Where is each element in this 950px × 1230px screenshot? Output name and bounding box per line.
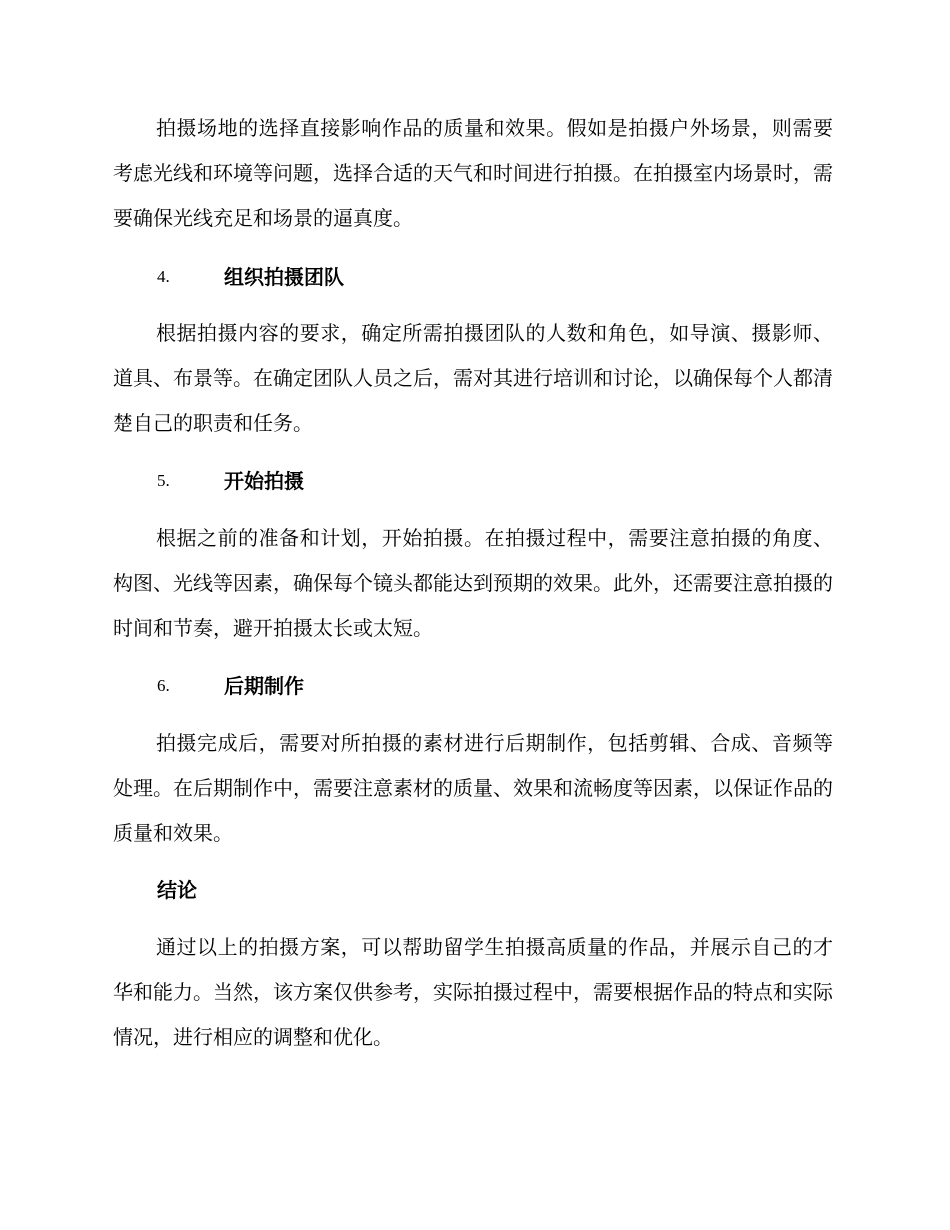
paragraph-conclusion: 通过以上的拍摄方案，可以帮助留学生拍摄高质量的作品，并展示自己的才华和能力。当然，该方案仅供参考，实际拍摄过程中，需要根据作品的特点和实际情况，进行相应的调整和优化。 <box>113 935 833 1049</box>
paragraph-shooting: 根据之前的准备和计划，开始拍摄。在拍摄过程中，需要注意拍摄的角度、构图、光线等因素，确保每个镜头都能达到预期的效果。此外，还需要注意拍摄的时间和节奏，避开拍摄太长或太短。 <box>113 526 833 640</box>
section-number: 5. <box>157 471 170 490</box>
section-title: 组织拍摄团队 <box>224 265 344 289</box>
section-number: 6. <box>157 676 170 695</box>
section-heading-post <box>157 671 304 701</box>
conclusion-heading: 结论 <box>157 878 197 902</box>
paragraph-team: 根据拍摄内容的要求，确定所需拍摄团队的人数和角色，如导演、摄影师、道具、布景等。在确定团队人员之后，需对其进行培训和讨论，以确保每个人都清楚自己的职责和任务。 <box>113 321 833 435</box>
section-number: 4. <box>157 267 170 286</box>
paragraph-venue: 拍摄场地的选择直接影响作品的质量和效果。假如是拍摄户外场景，则需要考虑光线和环境等问题，选择合适的天气和时间进行拍摄。在拍摄室内场景时，需要确保光线充足和场景的逼真度。 <box>113 116 833 230</box>
section-title: 后期制作 <box>224 674 304 698</box>
section-heading-team <box>157 262 344 292</box>
paragraph-post: 拍摄完成后，需要对所拍摄的素材进行后期制作，包括剪辑、合成、音频等处理。在后期制作中，需要注意素材的质量、效果和流畅度等因素，以保证作品的质量和效果。 <box>113 731 833 845</box>
section-heading-shooting <box>157 466 304 496</box>
section-title: 开始拍摄 <box>224 469 304 493</box>
